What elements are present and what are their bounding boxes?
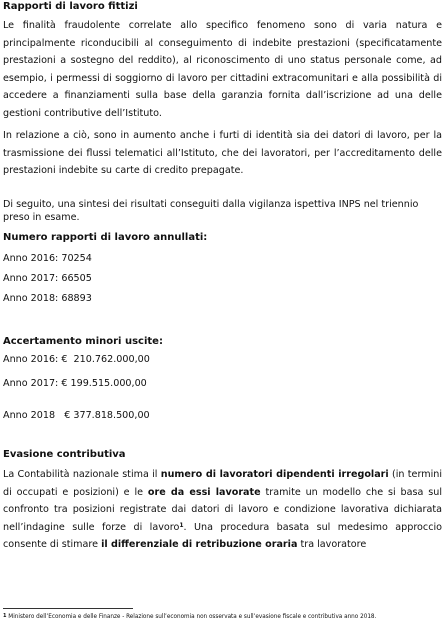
minori-row-2017: Anno 2017: € 199.515.000,00 [3, 378, 147, 389]
bold-differenziale: il differenziale di retribuzione oraria [101, 539, 298, 550]
bold-lavoratori-irregolari: numero di lavoratori dipendenti irregolari [160, 469, 389, 480]
paragraph-contabilita: La Contabilità nazionale stima il numero di lavoratori dipendenti irregolari (in termini di occupati e posizioni) e le ore da essi lavorate tramite un modello che si basa sul confronto tra posizioni registrate dai datori di lavoro e condizione lavorativa dichiarata nell’indagine sulle forze di lavoro$^1$. Una procedura basata sul medesimo approccio consente di stimare il differenziale di retribuzione oraria tra lavoratore [3, 469, 442, 550]
paragraph-sintesi: Di seguito, una sintesi dei risultati conseguiti dalla vigilanza ispettiva INPS nel triennio preso in esame. [3, 199, 419, 223]
footnote-ref[interactable]: 1 [179, 521, 184, 529]
paragraph-furti-identita: In relazione a ciò, sono in aumento anche i furti di identità sia dei datori di lavoro, per la trasmissione dei flussi telematici all’Istituto, che dei lavoratori, per l’accreditamento delle prestazioni indebite su carte di credito prepagate. [3, 130, 442, 176]
minori-row-2016: Anno 2016: € 210.762.000,00 [3, 354, 150, 365]
annullati-row-2018: Anno 2018: 68893 [3, 293, 92, 304]
section-heading-rapporti: Rapporti di lavoro fittizi [3, 1, 138, 12]
annullati-row-2016: Anno 2016: 70254 [3, 253, 92, 264]
bold-ore-lavorate: ore da essi lavorate [147, 486, 261, 498]
heading-evasione: Evasione contributiva [3, 449, 126, 460]
footnote: $^1$ Ministero dell’Economia e delle Finanze - Relazione sull’economia non osservata e sull’evasione fiscale e contributiva anno 2018. [3, 613, 377, 620]
annullati-row-2017: Anno 2017: 66505 [3, 273, 92, 284]
minori-row-2018: Anno 2018 € 377.818.500,00 [3, 410, 150, 421]
footnote-text: Ministero dell’Economia e delle Finanze - Relazione sull’economia non osservata e sull’evasione fiscale e contributiva anno 2018. [6, 614, 377, 620]
heading-minori-uscite: Accertamento minori uscite: [3, 336, 163, 347]
footnote-divider [3, 608, 133, 609]
heading-rapporti-annullati: Numero rapporti di lavoro annullati: [3, 232, 208, 243]
paragraph-finalita: Le finalità fraudolente correlate allo specifico fenomeno sono di varia natura e principalmente riconducibili al conseguimento di indebite prestazioni (specificatamente prestazioni a sostegno del reddito), al riconoscimento di uno status personale come, ad esempio, i permessi di soggiorno di lavoro per cittadini extracomunitari e alla possibilità di accedere a finanziamenti sulla base della garanzia fornita dall’iscrizione ad una delle gestioni contributive dell’Istituto. [3, 20, 442, 119]
